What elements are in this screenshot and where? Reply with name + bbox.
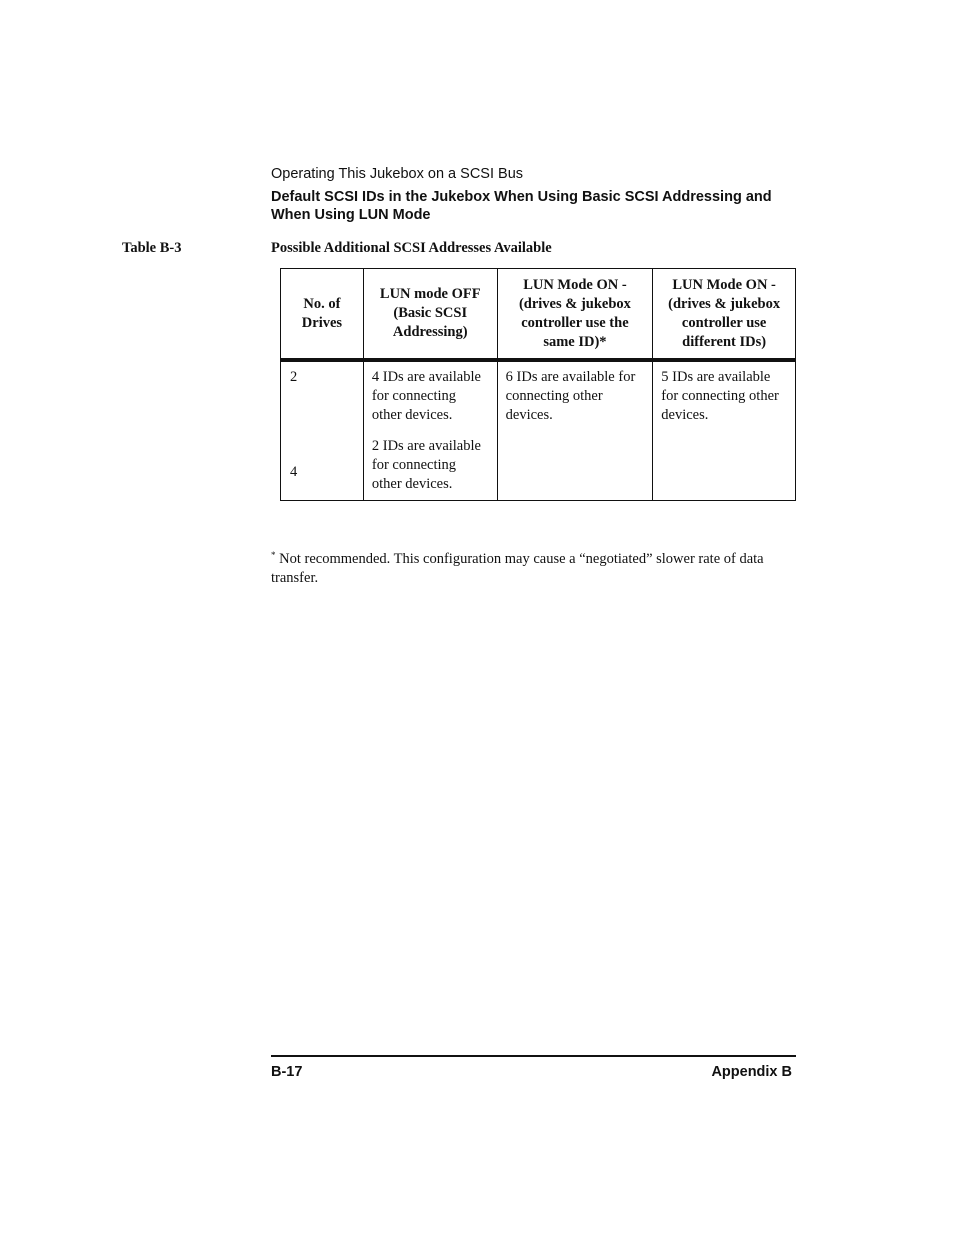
lun-off-value-2-drives: 4 IDs are available for connecting other devices.: [371, 369, 481, 423]
section-heading: Default SCSI IDs in the Jukebox When Using Basic SCSI Addressing and When Using LUN Mode: [271, 189, 772, 223]
column-header-drives: No. of Drives: [281, 269, 364, 361]
scsi-addresses-table: [280, 268, 796, 501]
table-number: Table B-3: [122, 240, 182, 256]
footnote-text: Not recommended. This configuration may cause a “negotiated” slower rate of data transfer.: [271, 551, 764, 586]
footnote: [271, 550, 796, 588]
drives-cell: [281, 360, 364, 501]
drives-value-4: 4: [290, 464, 298, 480]
footer-label: Appendix B: [711, 1064, 792, 1080]
running-header: Operating This Jukebox on a SCSI Bus: [271, 166, 524, 182]
column-header-lun-off: LUN mode OFF (Basic SCSI Addressing): [363, 269, 497, 361]
lun-off-cell: [363, 360, 497, 501]
lun-off-value-4-drives: 2 IDs are available for connecting other devices.: [371, 438, 481, 492]
table-row: [281, 360, 796, 501]
page-number: B-17: [271, 1064, 303, 1080]
cell-gap: [372, 425, 489, 437]
lun-on-different-ids-cell: 5 IDs are available for connecting other devices.: [653, 360, 796, 501]
column-header-lun-on-same-id: LUN Mode ON - (drives & jukebox controller use the same ID)*: [497, 269, 653, 361]
column-header-lun-on-different-ids: LUN Mode ON - (drives & jukebox controller use different IDs): [653, 269, 796, 361]
footnote-marker: *: [271, 550, 276, 560]
lun-on-same-id-cell: 6 IDs are available for connecting other devices.: [497, 360, 653, 501]
footer-divider: [271, 1055, 796, 1057]
drives-value-2: 2: [290, 369, 298, 385]
table-header-row: [281, 269, 796, 361]
table-caption: Possible Additional SCSI Addresses Available: [271, 240, 552, 256]
cell-spacer: [290, 387, 355, 463]
